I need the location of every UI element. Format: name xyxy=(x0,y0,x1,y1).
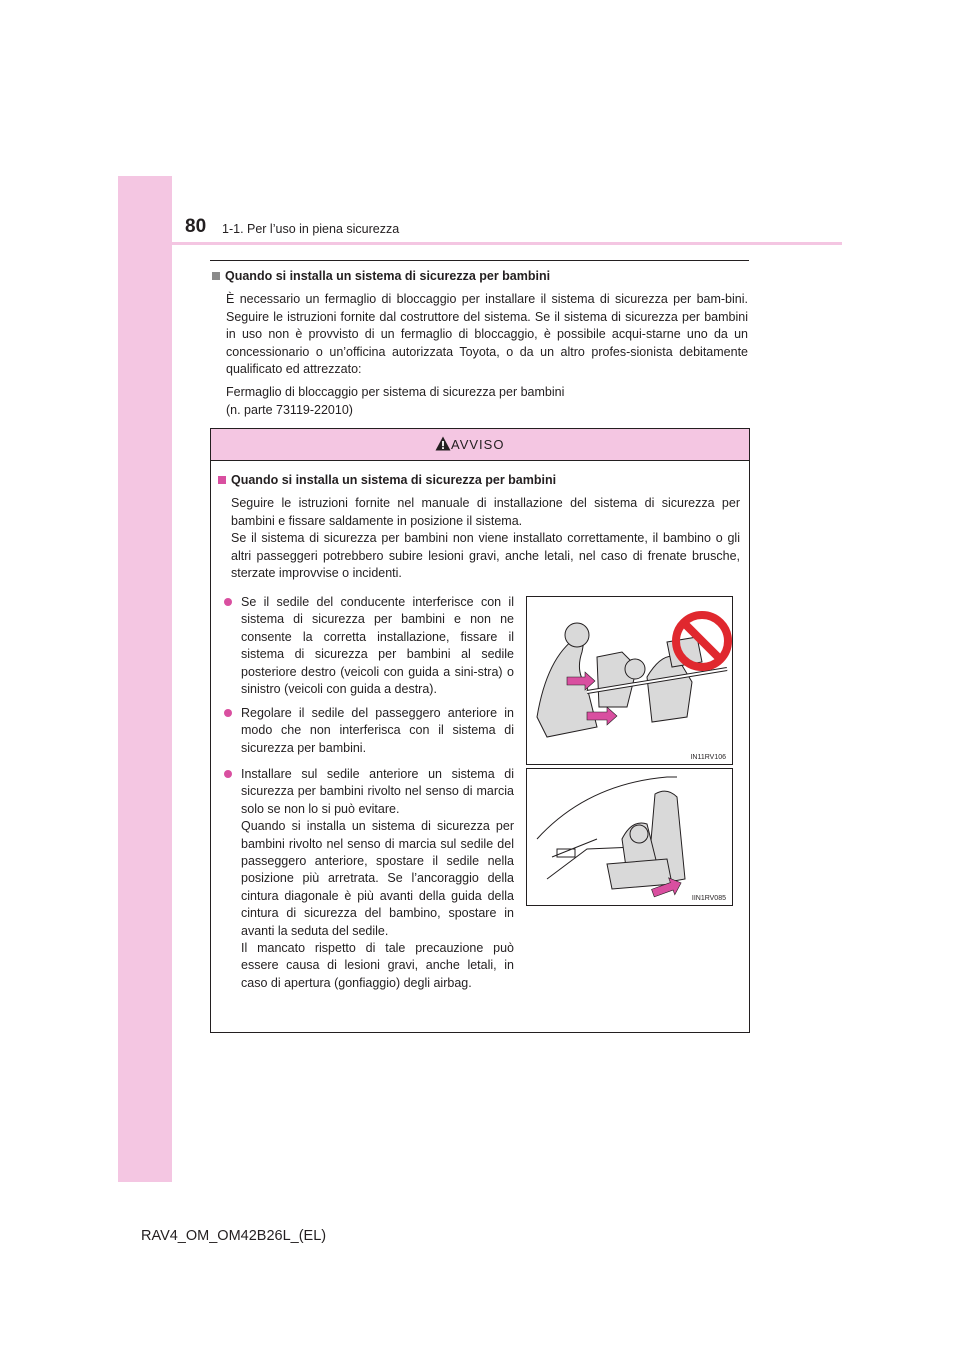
divider xyxy=(210,260,749,261)
figure-code: IN11RV106 xyxy=(690,754,726,761)
illustration-front-seat xyxy=(527,769,732,905)
bullet-dot-icon xyxy=(224,770,232,778)
paragraph: È necessario un fermaglio di bloccaggio per installare il sistema di sicurezza per bam-bini. Seguire le istruzioni fornite dal costruttore del sistema. Se il sistema di sicurezza per bambini in uso non è provvisto di un fermaglio di bloccaggio, è possibile acqui-starne uno da un concessionario o un’officina autorizzata Toyota, o da un altro profes-sionista debitamente qualificato ed attrezzato: xyxy=(226,292,748,377)
warning-paragraph: Seguire le istruzioni fornite nel manuale di installazione del sistema di sicurezza per bambini e fissare saldamente in posizione il sistema. xyxy=(231,496,740,528)
footer-code: RAV4_OM_OM42B26L_(EL) xyxy=(141,1228,327,1244)
warning-content xyxy=(218,472,740,582)
bullet-text-part: Installare sul sedile anteriore un sistema di sicurezza per bambini rivolto nel senso di marcia solo se non lo si può evitare. xyxy=(241,767,514,816)
paragraph-line: Fermaglio di bloccaggio per sistema di sicurezza per bambini xyxy=(226,385,565,400)
illustration-driver-seat xyxy=(527,597,732,764)
warning-label: AVVISO xyxy=(451,437,505,452)
figure-driver-seat-interference xyxy=(526,596,733,765)
section-heading-text: Quando si installa un sistema di sicurezza per bambini xyxy=(225,269,551,283)
bullet-text: Regolare il sedile del passeggero anteriore in modo che non interferisca con il sistema di sicurezza per bambini. xyxy=(241,706,514,755)
figure-code: IIN1RV085 xyxy=(691,895,726,902)
bullet-text: Se il sedile del conducente interferisce con il sistema di sicurezza per bambini e non ne consente la corretta installazione, fissare il sistema di sicurezza per bambini al sedile posteriore destro (veicoli con guida a sini-stra) o sinistro (veicoli con guida a destra). xyxy=(241,595,514,697)
bullet-dot-icon xyxy=(224,709,232,717)
part-number: (n. parte 73119-22010) xyxy=(226,402,353,417)
bullet-text-part: Quando si installa un sistema di sicurezza per bambini rivolto nel senso di marcia sul sedile del passeggero anteriore, spostare il sedile nella posizione più arretrata. Se l’ancoraggio della cintura diagonale è più avanti della guida della cintura di sicurezza del bambino, spostare in avanti la seduta del sedile. xyxy=(241,819,514,938)
warning-paragraph: Se il sistema di sicurezza per bambini non viene installato correttamente, il bambino o gli altri passeggeri potrebbero subire lesioni gravi, anche letali, nel caso di frenate brusche, sterzate improvvise o incidenti. xyxy=(231,531,740,581)
main-content xyxy=(212,268,748,419)
figure-front-seat-child-restraint xyxy=(526,768,733,906)
section-title: 1-1. Per l’uso in piena sicurezza xyxy=(222,222,400,236)
bullet-text-part: Il mancato rispetto di tale precauzione può essere causa di lesioni gravi, anche letali, in caso di apertura (gonfiaggio) degli airbag. xyxy=(241,941,514,990)
bullet-text xyxy=(241,766,514,992)
header-rule xyxy=(118,242,842,245)
bullet-item xyxy=(224,766,514,992)
warning-triangle-icon xyxy=(435,436,451,451)
warning-header xyxy=(211,429,749,461)
warning-heading xyxy=(218,472,740,489)
sidebar-tab xyxy=(118,176,172,1182)
warning-box xyxy=(210,428,750,1033)
square-bullet-icon xyxy=(212,272,220,280)
page-number: 80 xyxy=(185,216,207,237)
section-heading xyxy=(212,268,748,285)
bullet-dot-icon xyxy=(224,598,232,606)
bullet-item xyxy=(224,705,514,757)
paragraph xyxy=(226,384,748,419)
warning-heading-text: Quando si installa un sistema di sicurezza per bambini xyxy=(231,473,557,487)
square-bullet-icon xyxy=(218,476,226,484)
bullet-item xyxy=(224,594,514,698)
